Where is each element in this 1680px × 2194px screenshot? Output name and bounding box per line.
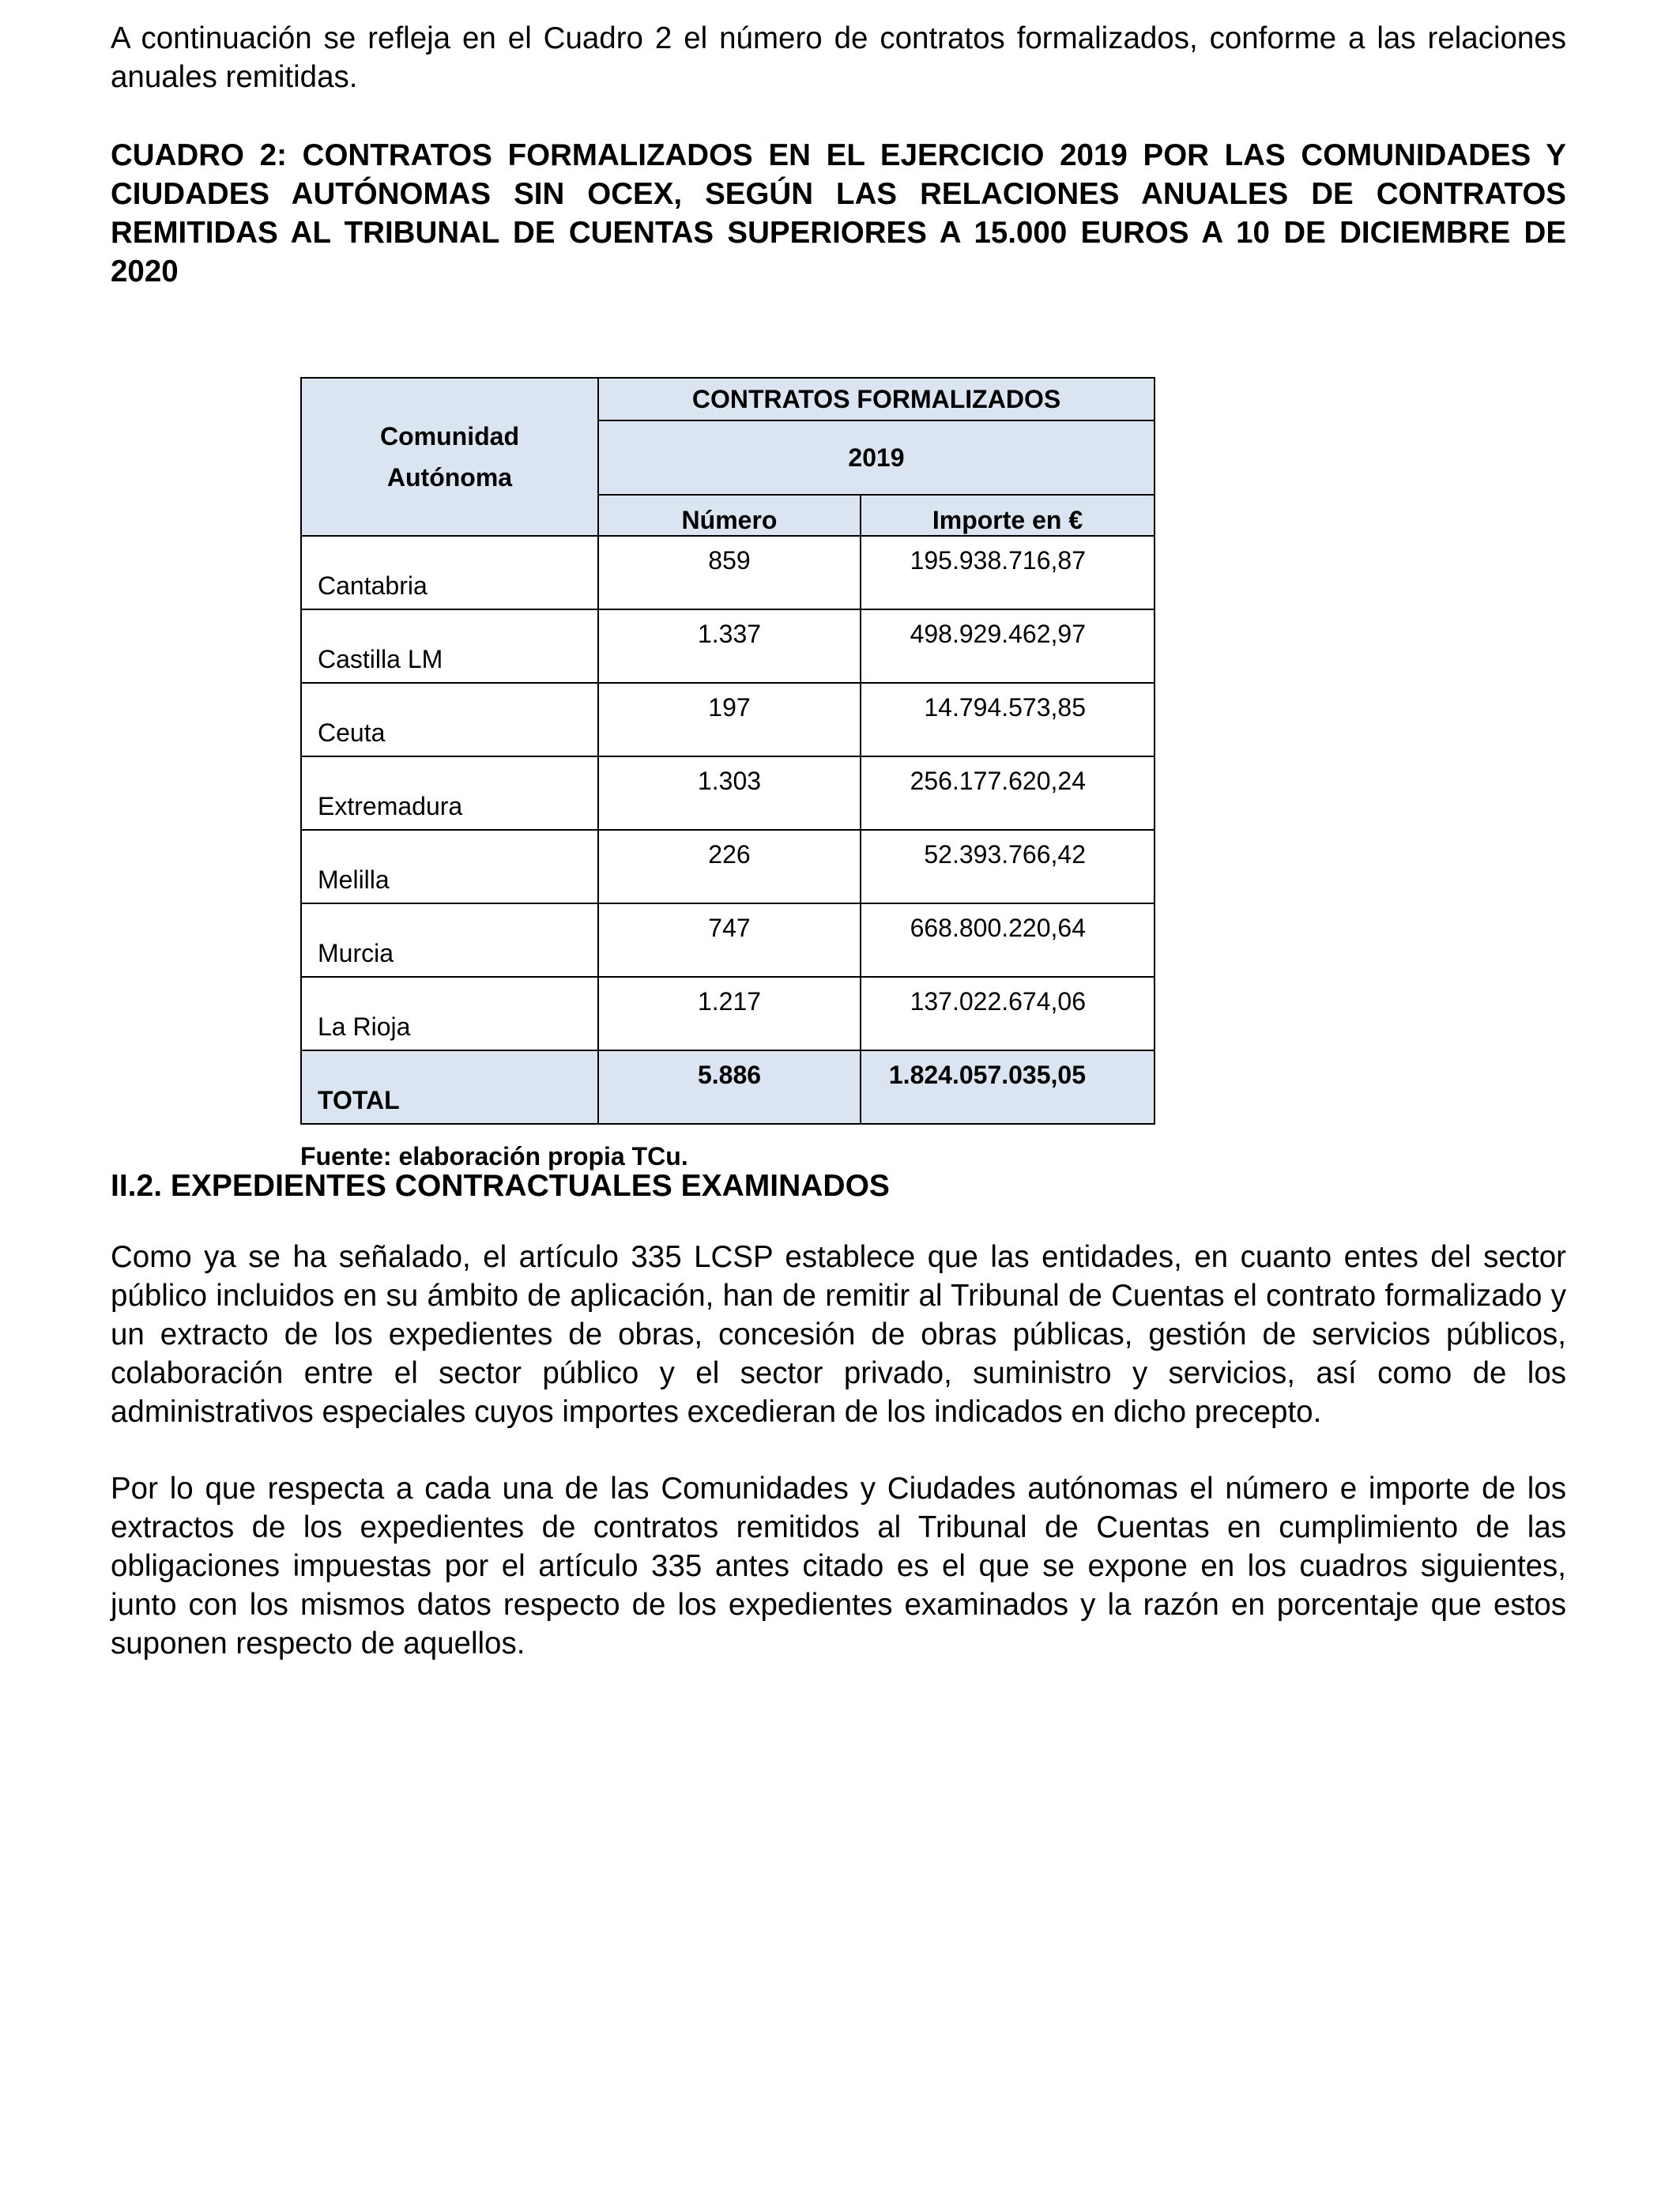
col-header-numero: Número <box>598 495 861 536</box>
row-community: Extremadura <box>301 756 598 830</box>
row-importe: 14.794.573,85 <box>861 683 1155 756</box>
contracts-table <box>300 377 1155 1125</box>
row-numero: 226 <box>598 830 861 903</box>
col-header-importe: Importe en € <box>861 495 1155 536</box>
year-header: 2019 <box>598 420 1155 495</box>
section-expedientes <box>111 1167 1566 1701</box>
row-numero: 1.337 <box>598 609 861 683</box>
row-numero: 859 <box>598 536 861 609</box>
row-community: La Rioja <box>301 977 598 1050</box>
community-header <box>301 378 598 536</box>
table-row <box>301 830 1155 903</box>
row-importe: 256.177.620,24 <box>861 756 1155 830</box>
table-row <box>301 756 1155 830</box>
row-importe: 498.929.462,97 <box>861 609 1155 683</box>
row-community: Ceuta <box>301 683 598 756</box>
row-community: Cantabria <box>301 536 598 609</box>
table-source-note: Fuente: elaboración propia TCu. <box>300 1142 688 1171</box>
row-importe: 668.800.220,64 <box>861 903 1155 977</box>
row-numero: 747 <box>598 903 861 977</box>
contracts-table-container <box>300 377 1155 1171</box>
row-numero: 197 <box>598 683 861 756</box>
table-row <box>301 609 1155 683</box>
row-community: Melilla <box>301 830 598 903</box>
total-importe: 1.824.057.035,05 <box>861 1050 1155 1124</box>
body-paragraph: Por lo que respecta a cada una de las Comunidades y Ciudades autónomas el número e importe de los extractos de los expedientes de contratos remitidos al Tribunal de Cuentas en cumplimiento de las obligaciones impuestas por el artículo 335 antes citado es el que se expone en los cuadros siguientes, junto con los mismos datos respecto de los expedientes examinados y la razón en porcentaje que estos suponen respecto de aquellos. <box>111 1472 1566 1661</box>
row-importe: 195.938.716,87 <box>861 536 1155 609</box>
group-header: CONTRATOS FORMALIZADOS <box>598 378 1155 420</box>
table-caption: CUADRO 2: CONTRATOS FORMALIZADOS EN EL EJERCICIO 2019 POR LAS COMUNIDADES Y CIUDADES AUTÓNOMAS SIN OCEX, SEGÚN LAS RELACIONES ANUALES DE CONTRATOS REMITIDAS AL TRIBUNAL DE CUENTAS SUPERIORES A 15.000 EUROS A 10 DE DICIEMBRE DE 2020 <box>111 138 1566 288</box>
table-row <box>301 977 1155 1050</box>
intro-paragraph: A continuación se refleja en el Cuadro 2 el número de contratos formalizados, conforme a las relaciones anuales remitidas. <box>111 21 1566 94</box>
row-community: Castilla LM <box>301 609 598 683</box>
community-header-line2: Autónoma <box>386 463 513 492</box>
row-numero: 1.217 <box>598 977 861 1050</box>
row-numero: 1.303 <box>598 756 861 830</box>
community-header-line1: Comunidad <box>380 422 519 450</box>
total-label: TOTAL <box>301 1050 598 1124</box>
document-page <box>111 19 1566 291</box>
table-row <box>301 536 1155 609</box>
total-numero: 5.886 <box>598 1050 861 1124</box>
row-community: Murcia <box>301 903 598 977</box>
row-importe: 137.022.674,06 <box>861 977 1155 1050</box>
table-row <box>301 683 1155 756</box>
row-importe: 52.393.766,42 <box>861 830 1155 903</box>
section-heading: II.2. EXPEDIENTES CONTRACTUALES EXAMINADOS <box>111 1169 890 1203</box>
table-total-row <box>301 1050 1155 1124</box>
table-row <box>301 903 1155 977</box>
body-paragraph: Como ya se ha señalado, el artículo 335 LCSP establece que las entidades, en cuanto entes del sector público incluidos en su ámbito de aplicación, han de remitir al Tribunal de Cuentas el contrato formalizado y un extracto de los expedientes de obras, concesión de obras públicas, gestión de servicios públicos, colaboración entre el sector público y el sector privado, suministro y servicios, así como de los administrativos especiales cuyos importes excedieran de los indicados en dicho precepto. <box>111 1240 1566 1429</box>
